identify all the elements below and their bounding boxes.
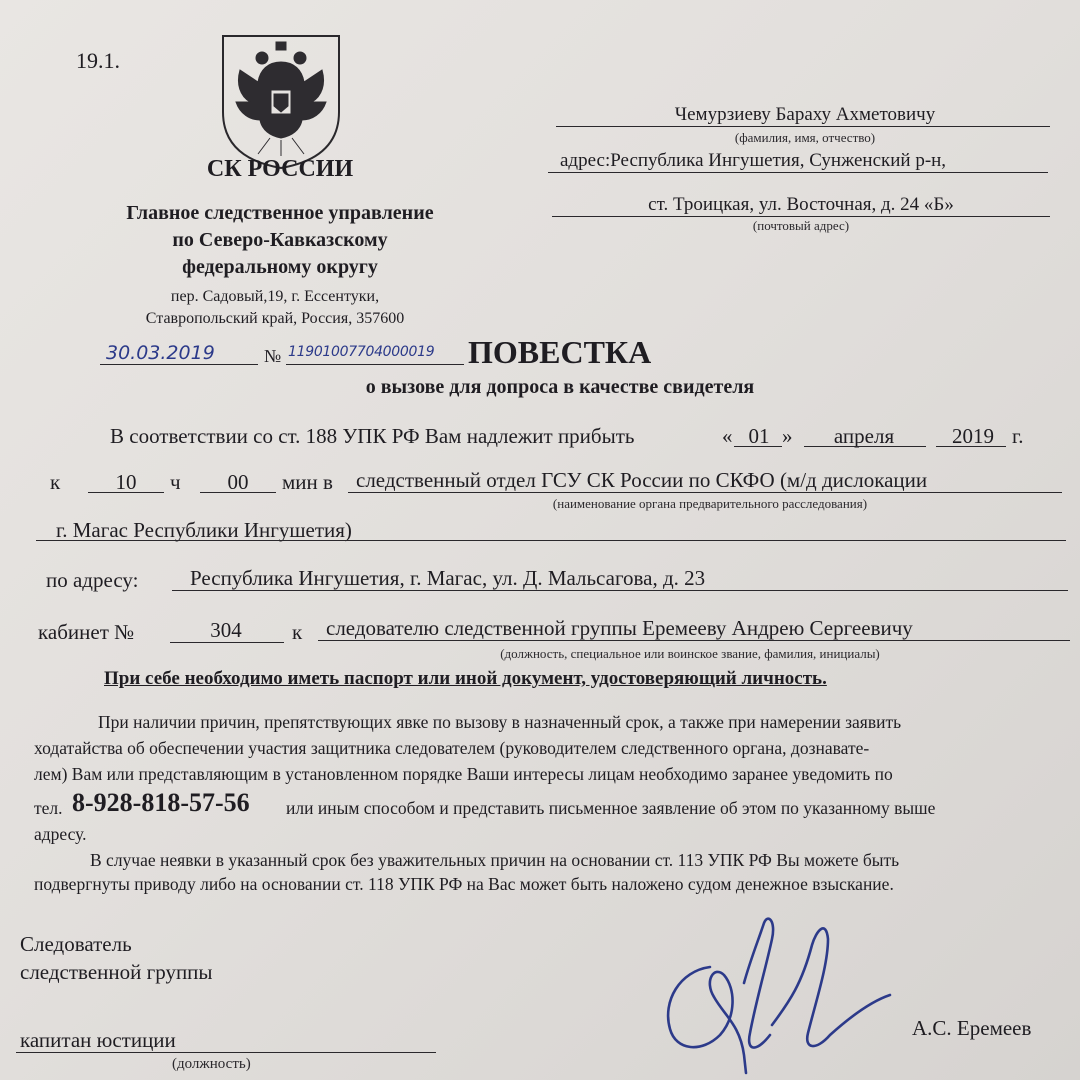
paragraph1-line2: ходатайства об обеспечении участия защитника следователем (руководителем следственного органа, дознавате- xyxy=(34,738,870,758)
at-label: к xyxy=(50,470,61,494)
minute-label: мин в xyxy=(282,470,333,494)
summons-year-suffix: г. xyxy=(1012,424,1024,448)
office-number: 304 xyxy=(210,618,242,642)
authority-dept-line1: Главное следственное управление xyxy=(126,202,434,224)
recipient-name-caption: (фамилия, имя, отчество) xyxy=(734,130,876,145)
authority-address-line2: Ставропольский край, Россия, 357600 xyxy=(145,310,405,327)
position-line2: следственной группы xyxy=(20,960,213,984)
recipient-name: Чемурзиеву Бараху Ахметовичу xyxy=(674,104,936,125)
paragraph1-line3: лем) Вам или представляющим в установленном порядке Ваши интересы лицам необходимо заранее уведомить по xyxy=(34,764,893,784)
paragraph2-line1: В случае неявки в указанный срок без уважительных причин на основании ст. 113 УПК РФ Вы можете быть xyxy=(90,850,900,870)
paragraph1-line5: адресу. xyxy=(34,824,87,844)
organ-caption: (наименование органа предварительного расследования) xyxy=(552,496,868,511)
summons-minute: 00 xyxy=(227,470,249,494)
signer-name: А.С. Еремеев xyxy=(912,1016,1032,1040)
rank: капитан юстиции xyxy=(20,1028,176,1052)
quote-open: « xyxy=(722,424,733,448)
position-caption: (должность) xyxy=(172,1056,251,1072)
recipient-name-line xyxy=(556,126,1050,127)
document-title: ПОВЕСТКА xyxy=(468,334,652,370)
official-name: следователю следственной группы Еремееву Андрею Сергеевичу xyxy=(326,616,913,640)
paragraph2-line2: подвергнуты приводу либо на основании ст. 118 УПК РФ на Вас может быть наложено судом денежное взыскание. xyxy=(34,874,894,894)
authority-dept-line3: федеральному округу xyxy=(182,256,378,278)
organ-line2-underline xyxy=(36,540,1066,541)
summons-minute-line xyxy=(200,492,276,493)
appearance-address-underline xyxy=(172,590,1068,591)
paragraph1-line4: или иным способом и представить письменное заявление об этом по указанному выше xyxy=(286,798,936,818)
document-date: 30.03.2019 xyxy=(106,342,215,364)
summons-hour-line xyxy=(88,492,164,493)
summons-month: апреля xyxy=(833,424,895,448)
phone-prefix: тел. xyxy=(34,798,63,818)
summons-month-line xyxy=(804,446,926,447)
official-name-underline xyxy=(318,640,1070,641)
document-number-line xyxy=(286,364,464,365)
document-subtitle: о вызове для допроса в качестве свидетеля xyxy=(365,376,755,398)
summons-year: 2019 xyxy=(952,424,994,448)
recipient-address-caption: (почтовый адрес) xyxy=(752,218,850,233)
document-date-line xyxy=(100,364,258,365)
organ-line2: г. Магас Республики Ингушетия) xyxy=(56,518,352,542)
document-number: 11901007704000019 xyxy=(288,344,435,360)
quote-close: » xyxy=(782,424,793,448)
recipient-address-line2-underline xyxy=(552,216,1050,217)
recipient-address-line1: адрес:Республика Ингушетия, Сунженский р-н, xyxy=(560,150,947,171)
summons-day: 01 xyxy=(748,424,770,448)
recipient-address-line2: ст. Троицкая, ул. Восточная, д. 24 «Б» xyxy=(648,194,954,215)
summons-day-line xyxy=(734,446,782,447)
summons-year-line xyxy=(936,446,1006,447)
appearance-address: Республика Ингушетия, г. Магас, ул. Д. Мальсагова, д. 23 xyxy=(190,566,706,590)
organ-line1-underline xyxy=(348,492,1062,493)
summons-intro: В соответствии со ст. 188 УПК РФ Вам надлежит прибыть xyxy=(110,424,635,448)
authority-address-line1: пер. Садовый,19, г. Ессентуки, xyxy=(170,288,380,305)
handwritten-signature-icon xyxy=(640,905,900,1080)
paragraph1-line1: При наличии причин, препятствующих явке по вызову в назначенный срок, а также при намерении заявить xyxy=(98,712,902,732)
position-underline xyxy=(16,1052,436,1053)
office-label: кабинет № xyxy=(38,620,135,644)
hour-label: ч xyxy=(170,470,181,494)
office-number-line xyxy=(170,642,284,643)
address-label: по адресу: xyxy=(46,568,139,592)
phone-number: 8-928-818-57-56 xyxy=(72,788,250,817)
document-number-prefix: № xyxy=(264,346,282,366)
passport-notice: При себе необходимо иметь паспорт или иной документ, удостоверяющий личность. xyxy=(104,668,827,689)
authority-name: СК РОССИИ xyxy=(206,156,354,182)
organ-line1: следственный отдел ГСУ СК России по СКФО (м/д дислокации xyxy=(356,468,928,492)
to-label: к xyxy=(292,620,303,644)
authority-dept-line2: по Северо-Кавказскому xyxy=(172,229,388,251)
position-line1: Следователь xyxy=(20,932,132,956)
official-caption: (должность, специальное или воинское звание, фамилия, инициалы) xyxy=(500,646,880,661)
recipient-address-line1-underline xyxy=(548,172,1048,173)
form-number: 19.1. xyxy=(76,48,120,73)
double-headed-eagle-icon xyxy=(218,32,344,170)
summons-hour: 10 xyxy=(115,470,137,494)
